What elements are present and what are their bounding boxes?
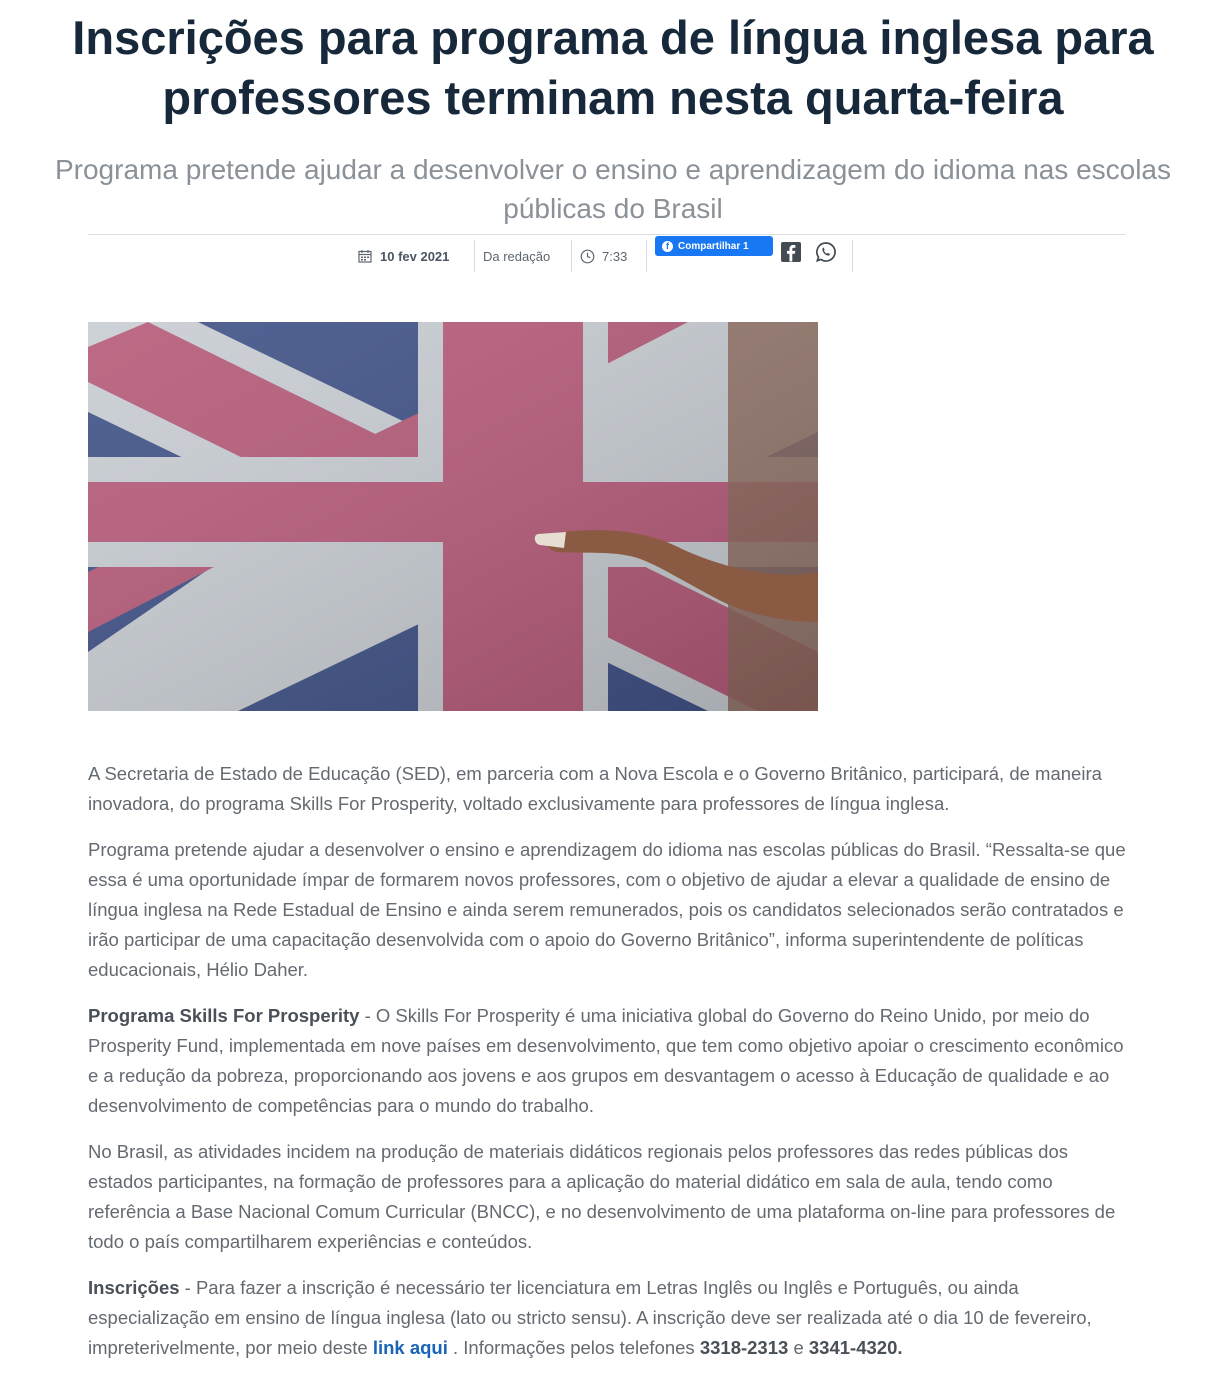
- publish-date-text: 10 fev 2021: [380, 248, 450, 264]
- meta-divider: [571, 240, 572, 272]
- article-paragraph: No Brasil, as atividades incidem na produção de materiais didáticos regionais pelos professores das redes públicas dos estados participantes, na formação de professores para a aplicação do material didático em sala de aula, tendo como referência a Base Nacional Comum Curricular (BNCC), e no desenvolvimento de uma plataforma on-line para professores de todo o país compartilharem experiências e conteúdos.: [88, 1141, 1116, 1252]
- article-paragraph: [88, 1273, 1128, 1363]
- facebook-icon[interactable]: [780, 241, 802, 263]
- whatsapp-icon[interactable]: [815, 241, 837, 263]
- article-paragraph: Programa pretende ajudar a desenvolver o ensino e aprendizagem do idioma nas escolas públicas do Brasil. “Ressalta-se que essa é uma oportunidade ímpar de formarem novos professores, com o objetivo de ajudar a elevar a qualidade de ensino de língua inglesa na Rede Estadual de Ensino e ainda serem remunerados, pois os candidatos selecionados serão contratados e irão participar de uma capacitação desenvolvida com o apoio do Governo Britânico”, informa superintendente de políticas educacionais, Hélio Daher.: [88, 839, 1126, 980]
- calendar-icon: [358, 249, 372, 263]
- facebook-icon: f: [662, 241, 673, 252]
- section-heading-skills: Programa Skills For Prosperity: [88, 1005, 360, 1026]
- paragraph-text: - Para fazer a inscrição é necessário ter licenciatura em Letras Inglês ou Inglês e Português, ou ainda especialização em ensino de língua inglesa (lato ou stricto sensu). A inscrição deve ser realizada até o dia 10 de fevereiro, impreterivelmente, por meio deste: [88, 1277, 1092, 1358]
- publish-date: [358, 240, 449, 272]
- article-paragraph: A Secretaria de Estado de Educação (SED), em parceria com a Nova Escola e o Governo Britânico, participará, de maneira inovadora, do programa Skills For Prosperity, voltado exclusivamente para professores de língua inglesa.: [88, 763, 1102, 814]
- publish-time: [580, 240, 627, 272]
- meta-divider: [852, 240, 853, 272]
- phone-number: 3341-4320.: [808, 1337, 903, 1358]
- publish-time-text: 7:33: [602, 248, 628, 264]
- author-text: Da redação: [483, 248, 551, 264]
- author-byline: [483, 240, 550, 272]
- header-divider: [88, 234, 1125, 235]
- article-title: Inscrições para programa de língua inglesa para professores terminam nesta quarta-feira: [72, 11, 1154, 124]
- clock-icon: [580, 249, 595, 264]
- paragraph-text: - O Skills For Prosperity é uma iniciativa global do Governo do Reino Unido, por meio do Prosperity Fund, implementada em nove países em desenvolvimento, que tem como objetivo apoiar o crescimento econômico e a redução da pobreza, proporcionando aos jovens e aos grupos em desvantagem o acesso à Educação de qualidade e ao desenvolvimento de competências para o mundo do trabalho.: [88, 1005, 1124, 1116]
- meta-divider: [474, 240, 475, 272]
- phone-number: 3318-2313: [699, 1337, 789, 1358]
- section-heading-inscricoes: Inscrições: [88, 1277, 180, 1298]
- facebook-share-button[interactable]: [655, 236, 773, 256]
- paragraph-text: . Informações pelos telefones: [447, 1337, 700, 1358]
- article-body: [88, 759, 1128, 1379]
- union-flag-chalkboard-photo: [88, 322, 818, 711]
- facebook-share-label: Compartilhar 1: [678, 240, 749, 252]
- article-subtitle: Programa pretende ajudar a desenvolver o ensino e aprendizagem do idioma nas escolas públicas do Brasil: [54, 154, 1172, 224]
- meta-divider: [646, 240, 647, 272]
- paragraph-text: e: [788, 1337, 809, 1358]
- article-paragraph: [88, 1001, 1128, 1121]
- article-hero-image: [88, 322, 818, 711]
- registration-link[interactable]: link aqui: [372, 1337, 448, 1358]
